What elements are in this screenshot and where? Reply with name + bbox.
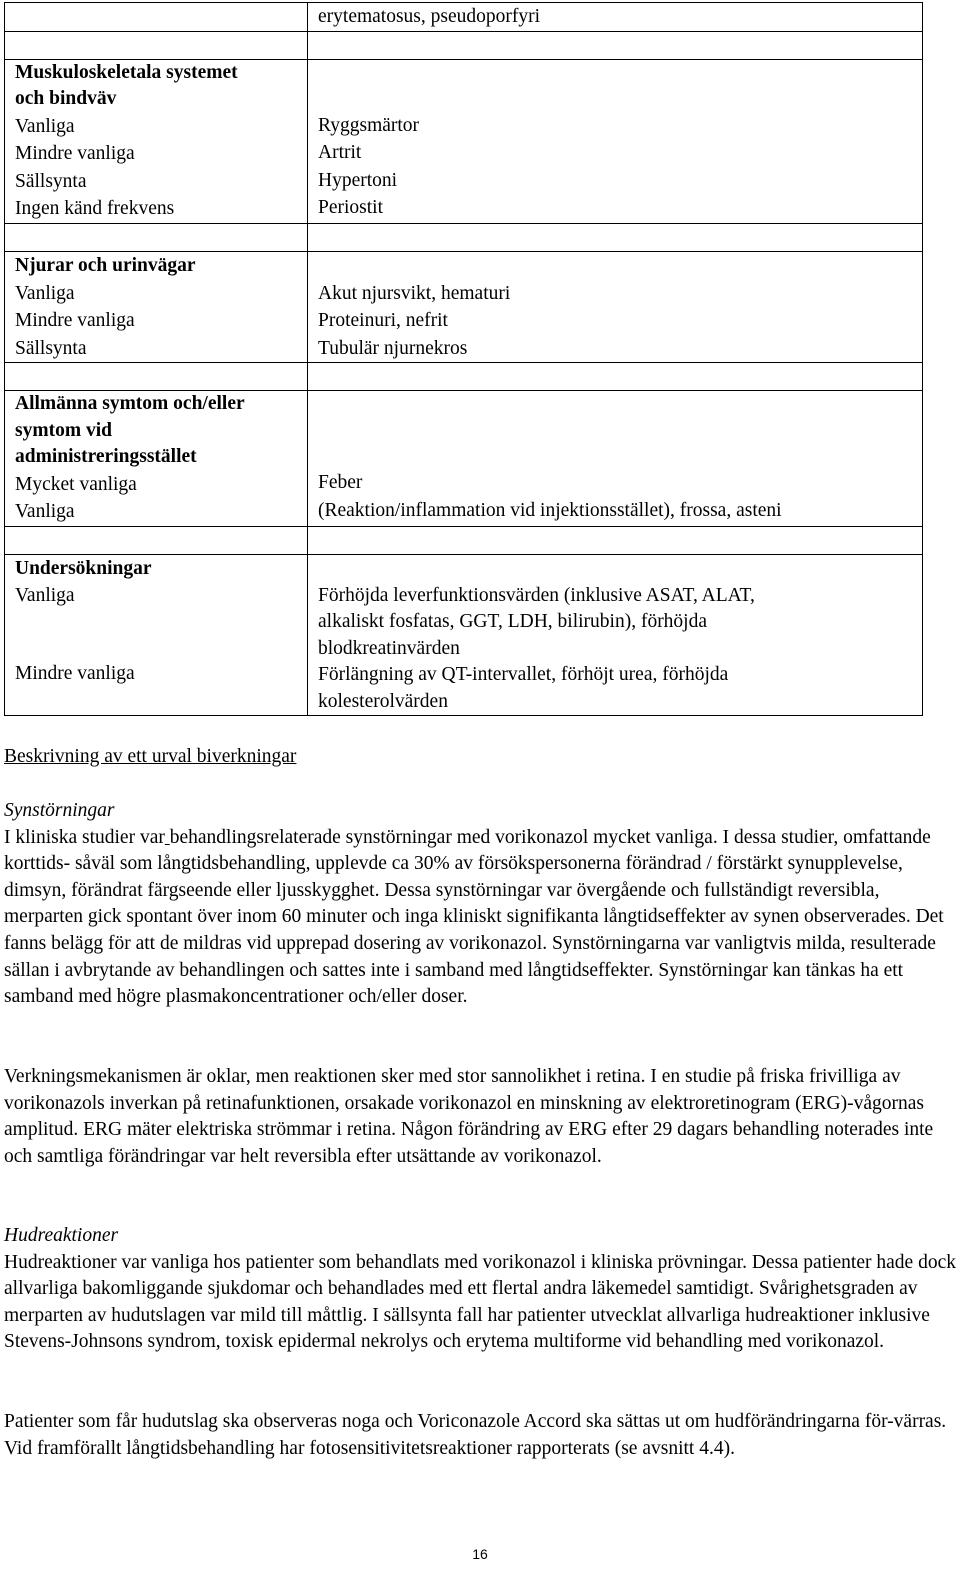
visual-disturbances-block xyxy=(4,798,959,1011)
paragraph: Hudreaktioner var vanliga hos patienter som behandlats med vorikonazol i kliniska prövningar. Dessa patienter hade dock allvarliga bakomliggande sjukdomar och behandlades med ett flertal andra läkemedel samtidigt. Svårighetsgraden av merparten av hudutslagen var mild till måttlig. I sällsynta fall har patienter utvecklat allvarliga hudreaktioner inklusive Stevens-Johnsons syndrom, toxisk epidermal nekrolys och erytema multiforme vid behandling med vorikonazol. xyxy=(4,1251,956,1353)
section-heading: Muskuloskeletala systemet och bindväv xyxy=(15,61,238,110)
page-number: 16 xyxy=(472,1546,488,1562)
table-row xyxy=(5,59,923,223)
table-cell xyxy=(308,3,923,32)
table-gap-row xyxy=(5,223,923,251)
section-heading: Allmänna symtom och/eller symtom vid administreringsstället xyxy=(15,393,245,468)
effect-text: Proteinuri, nefrit xyxy=(318,310,448,332)
subsection-heading: Synstörningar xyxy=(4,800,115,821)
frequency-label: Mindre vanliga xyxy=(15,143,135,165)
section-cell xyxy=(5,555,308,716)
table-gap-row xyxy=(5,527,923,555)
effects-cell xyxy=(308,59,923,223)
frequency-label: Vanliga xyxy=(15,282,75,304)
frequency-label: Ingen känd frekvens xyxy=(15,198,175,220)
effect-text: Förlängning av QT-intervallet, förhöjt urea, förhöjda xyxy=(318,664,729,686)
effect-text: Förhöjda leverfunktionsvärden (inklusive ASAT, ALAT, xyxy=(318,584,755,606)
effects-cell xyxy=(308,555,923,716)
table-row xyxy=(5,251,923,362)
frequency-label: Sällsynta xyxy=(15,170,87,192)
effect-text: Artrit xyxy=(318,142,362,164)
frequency-label: Mindre vanliga xyxy=(15,663,135,685)
table-cell xyxy=(5,3,308,32)
frequency-label: Sällsynta xyxy=(15,337,87,359)
frequency-label: Mycket vanliga xyxy=(15,473,137,495)
section-title: Beskrivning av ett urval biverkningar xyxy=(4,746,297,767)
paragraph: Patienter som får hudutslag ska observeras noga och Voriconazole Accord ska sättas ut om hudförändringarna för-värras. Vid framförallt långtidsbehandling har fotosensitivitetsreaktioner rapporterats (se avsnitt 4.4). xyxy=(4,1411,947,1459)
section-heading: Njurar och urinvägar xyxy=(15,254,196,276)
table-gap-row xyxy=(5,31,923,59)
effect-text: Akut njursvikt, hematuri xyxy=(318,282,511,304)
effect-text: kolesterolvärden xyxy=(318,690,448,712)
table-gap-row xyxy=(5,363,923,391)
frequency-label: Vanliga xyxy=(15,501,75,523)
subsection-heading: Hudreaktioner xyxy=(4,1225,119,1246)
section-cell xyxy=(5,59,308,223)
paragraph: I kliniska studier var behandlingsrelaterade synstörningar med vorikonazol mycket vanliga. I dessa studier, omfattande korttids- såväl som långtidsbehandling, upplevde ca 30% av försökspersonerna förändrad / förstärkt synupplevelse, dimsyn, förändrat färgseende eller ljusskygghet. Dessa synstörningar var övergående och fullständigt reversibla, merparten gick spontant över inom 60 minuter och inga kliniskt signifikanta långtidseffekter av synen observerades. Det fanns belägg för att de mildras vid upprepad dosering av vorikonazol. Synstörningarna var vanligtvis milda, resulterade sällan i avbrytande av behandlingen och sattes inte i samband med långtidseffekter. Synstörningar kan tänkas ha ett samband med högre plasmakoncentrationer och/eller doser. xyxy=(4,826,944,1008)
effect-text: erytematosus, pseudoporfyri xyxy=(318,6,541,27)
skin-reactions-block xyxy=(4,1223,959,1356)
effect-text: Ryggsmärtor xyxy=(318,114,420,136)
effect-text: Tubulär njurnekros xyxy=(318,337,468,359)
section-cell xyxy=(5,251,308,362)
effects-cell xyxy=(308,391,923,527)
effect-text: alkaliskt fosfatas, GGT, LDH, bilirubin), förhöjda xyxy=(318,611,708,633)
frequency-label: Vanliga xyxy=(15,584,75,606)
effect-text: blodkreatinvärden xyxy=(318,637,460,659)
frequency-label: Mindre vanliga xyxy=(15,310,135,332)
paragraph: Verkningsmekanismen är oklar, men reaktionen sker med stor sannolikhet i retina. I en studie på friska frivilliga av vorikonazols inverkan på retinafunktionen, orsakade vorikonazol en minskning av elektroretinogram (ERG)-vågornas amplitud. ERG mäter elektriska strömmar i retina. Någon förändring av ERG efter 29 dagars behandling noterades inte och samtliga förändringar var helt reversibla efter utsättande av vorikonazol. xyxy=(4,1066,934,1167)
effects-cell xyxy=(308,251,923,362)
effect-text: Periostit xyxy=(318,197,384,219)
effect-text: Hypertoni xyxy=(318,169,398,191)
table-row xyxy=(5,555,923,716)
section-cell xyxy=(5,391,308,527)
effect-text: (Reaktion/inflammation vid injektionsstället), frossa, asteni xyxy=(318,499,782,521)
frequency-label: Vanliga xyxy=(15,115,75,137)
table-row xyxy=(5,3,923,32)
section-heading: Undersökningar xyxy=(15,558,152,580)
adverse-reactions-table xyxy=(4,2,923,716)
table-row xyxy=(5,391,923,527)
effect-text: Feber xyxy=(318,472,363,494)
